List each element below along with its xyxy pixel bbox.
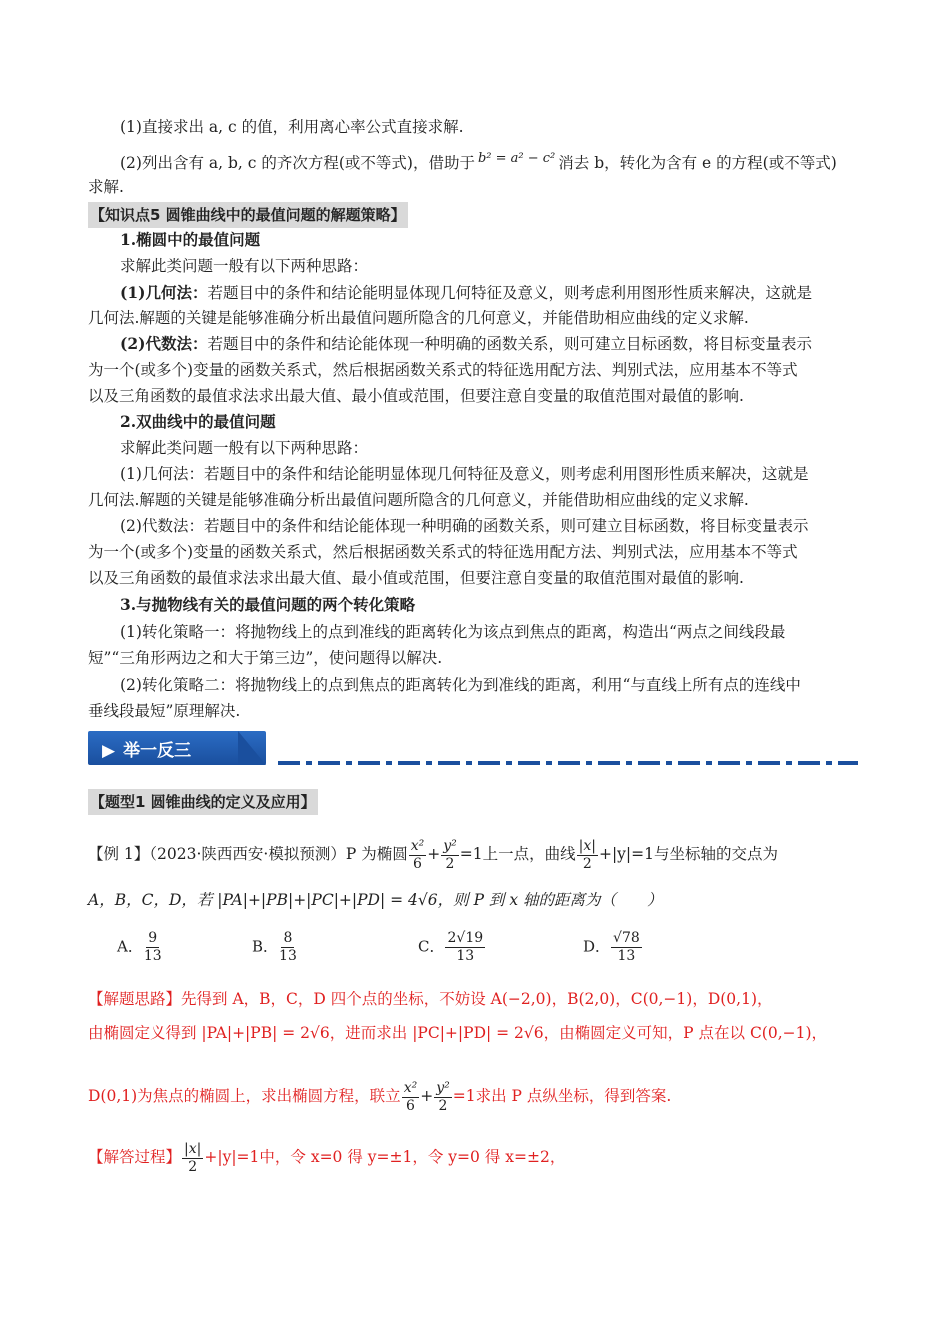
solution-process: 【解答过程】 $\frac{|x|}{2}$ +|y|=1中，令 x=0 得 y=±1，令 y=0 得 x=±2， <box>88 1140 566 1175</box>
choice-c[interactable]: C． $\frac{2√19}{13}$ <box>418 930 484 964</box>
type1-title: 【题型1 圆锥曲线的定义及应用】 <box>88 789 863 815</box>
kp5-s3-title: 3.与抛物线有关的最值问题的两个转化策略 <box>120 595 416 614</box>
solution-idea-3: D(0,1)为焦点的椭圆上，求出椭圆方程，联立 $\frac{\text{x²}}{6}$ + $\frac{\text{y²}}{2}$ =1求出 P 点纵坐标，得到答案. <box>88 1079 672 1114</box>
solution-idea-2: 由椭圆定义得到 |PA|+|PB| = 2√6，进而求出 |PC|+|PD| = 2√6，由椭圆定义可知，P 点在以 C(0,−1)， <box>88 1024 828 1042</box>
section-banner <box>88 731 858 769</box>
kp5-s2-alg-b: 为一个(或多个)变量的函数关系式，然后根据函数关系式的特征选用配方法、判别式法，应用基本不等式 <box>88 543 798 561</box>
kp5-s3-a1: (1)转化策略一：将抛物线上的点到准线的距离转化为该点到焦点的距离，构造出“两点之间线段最 <box>120 623 786 641</box>
kp5-s2-intro: 求解此类问题一般有以下两种思路： <box>120 439 369 457</box>
kp5-s2-alg-c: 以及三角函数的最值求法求出最大值、最小值或范围，但要注意自变量的取值范围对最值的影响. <box>88 569 744 587</box>
kp5-s1-geo-a: (1)几何法：若题目中的条件和结论能明显体现几何特征及意义，则考虑利用图形性质来解决，这就是 <box>120 283 812 302</box>
example1-line2: A，B，C，D，若 |PA|+|PB|+|PC|+|PD| = 4√6，则 P 到 x 轴的距离为（ ） <box>88 891 663 909</box>
play-triangle-icon: ▶ <box>102 741 116 761</box>
kp5-s2-geo-a: (1)几何法：若题目中的条件和结论能明显体现几何特征及意义，则考虑利用图形性质来解决，这就是 <box>120 465 809 483</box>
choice-b[interactable]: B． $\frac{8}{13}$ <box>252 930 297 964</box>
banner-label: ▶ 举一反三 <box>102 741 192 761</box>
kp5-s1-title: 1.椭圆中的最值问题 <box>120 230 261 249</box>
intro-line-2: (2)列出含有 a, b, c 的齐次方程(或不等式)，借助于 $^{b^2 = a^2 - c^2}$ 消去 b，转化为含有 e 的方程(或不等式) <box>120 151 837 172</box>
choice-d[interactable]: D． $\frac{√78}{13}$ <box>583 930 640 964</box>
eccentricity-formula: b² = a² − c² <box>477 151 556 166</box>
kp5-s1-alg-b: 为一个(或多个)变量的函数关系式，然后根据函数关系式的特征选用配方法、判别式法，应用基本不等式 <box>88 361 798 379</box>
ellipse-y-frac: $\frac{\text{y²}}{2}$ <box>443 837 457 872</box>
kp5-s1-alg-c: 以及三角函数的最值求法求出最大值、最小值或范围，但要注意自变量的取值范围对最值的影响. <box>88 387 744 405</box>
kp5-s3-b2: 垂线段最短”原理解决. <box>88 702 241 720</box>
ellipse-x-frac: $\frac{\text{x²}}{6}$ <box>410 837 425 872</box>
kp5-s1-geo-b: 几何法.解题的关键是能够准确分析出最值问题所隐含的几何意义，并能借助相应曲线的定义求解. <box>88 309 749 327</box>
kp5-title: 【知识点5 圆锥曲线中的最值问题的解题策略】 <box>88 202 863 228</box>
kp5-s2-title: 2.双曲线中的最值问题 <box>120 412 276 431</box>
intro-line-3: 求解. <box>88 178 124 196</box>
solution-idea-1: 【解题思路】先得到 A，B，C，D 四个点的坐标，不妨设 A(−2,0)，B(2,0)，C(0,−1)，D(0,1)， <box>88 990 773 1008</box>
kp5-s1-intro: 求解此类问题一般有以下两种思路： <box>120 257 369 275</box>
banner-dash-line <box>278 761 858 765</box>
banner-notch <box>238 731 266 765</box>
curve-frac: $\frac{|x|}{2}$ <box>578 837 596 872</box>
choice-a[interactable]: A． $\frac{9}{13}$ <box>117 930 162 964</box>
kp5-s3-a2: 短”“三角形两边之和大于第三边”，使问题得以解决. <box>88 649 443 667</box>
example1-line1: 【例 1】（2023·陕西西安·模拟预测）P 为椭圆 $\frac{\text{x²}}{6}$ + $\frac{\text{y²}}{2}$ =1上一点，曲线 $\frac{|x|}{2}$ +|y|=1与坐标轴的交点为 <box>88 837 778 872</box>
kp5-s2-geo-b: 几何法.解题的关键是能够准确分析出最值问题所隐含的几何意义，并能借助相应曲线的定义求解. <box>88 491 749 509</box>
kp5-s1-alg-a: (2)代数法：若题目中的条件和结论能体现一种明确的函数关系，则可建立目标函数，将目标变量表示 <box>120 334 812 353</box>
kp5-s2-alg-a: (2)代数法：若题目中的条件和结论能体现一种明确的函数关系，则可建立目标函数，将目标变量表示 <box>120 517 809 535</box>
kp5-s3-b1: (2)转化策略二：将抛物线上的点到焦点的距离转化为到准线的距离，利用“与直线上所有点的连线中 <box>120 676 801 694</box>
intro-line-1: (1)直接求出 a, c 的值，利用离心率公式直接求解. <box>120 118 464 136</box>
